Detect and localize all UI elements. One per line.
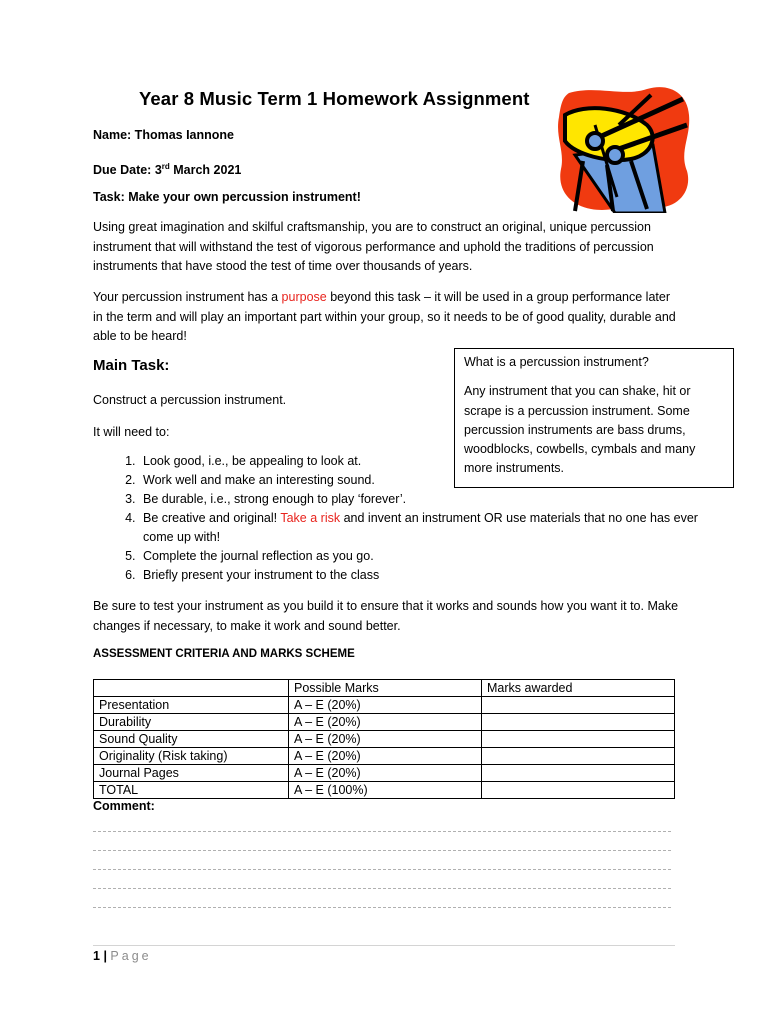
comment-line	[93, 831, 671, 832]
table-row: Presentation A – E (20%)	[94, 697, 675, 714]
table-header-cell	[94, 680, 289, 697]
list-item: 2. Work well and make an interesting sound.	[139, 471, 729, 490]
callout-answer: Any instrument that you can shake, hit or scrape is a percussion instrument. Some percussion instruments are bass drums, woodblocks, cowbells, cymbals and many more instruments.	[464, 384, 696, 476]
list-item: 5. Complete the journal reflection as you go.	[139, 547, 729, 566]
marks-awarded-cell	[482, 748, 675, 765]
marks-awarded-cell	[482, 782, 675, 799]
list-item: 1. Look good, i.e., be appealing to look at.	[139, 452, 729, 471]
table-row: TOTAL A – E (100%)	[94, 782, 675, 799]
drum-clipart-icon	[555, 85, 695, 213]
comment-line	[93, 850, 671, 851]
test-paragraph: Be sure to test your instrument as you build it to ensure that it works and sounds how you want it to. Make changes if necessary, to make it work and sound better.	[93, 599, 679, 633]
take-a-risk-highlight: Take a risk	[280, 511, 341, 525]
table-row: Durability A – E (20%)	[94, 714, 675, 731]
requirements-list	[93, 452, 729, 585]
need-line: It will need to:	[93, 425, 170, 439]
table-row: Originality (Risk taking) A – E (20%)	[94, 748, 675, 765]
list-item: 6. Briefly present your instrument to the class	[139, 566, 729, 585]
table-header-cell: Possible Marks	[289, 680, 482, 697]
footer-divider	[93, 945, 675, 946]
intro-paragraph: Using great imagination and skilful craftsmanship, you are to construct an original, unique percussion instrument that will withstand the test of vigorous performance and uphold the traditions of percussion instruments that have stood the test of time over thousands of years.	[93, 220, 654, 273]
table-header-cell: Marks awarded	[482, 680, 675, 697]
page-number: 1	[93, 949, 100, 963]
comment-line	[93, 907, 671, 908]
purpose-highlight: purpose	[281, 290, 327, 304]
comment-line	[93, 869, 671, 870]
main-task-heading: Main Task:	[93, 357, 170, 374]
marks-table	[93, 679, 675, 799]
task-line: Task: Make your own percussion instrument!	[93, 190, 361, 204]
marks-awarded-cell	[482, 765, 675, 782]
list-item: 4. Be creative and original! Take a risk and invent an instrument OR use materials that no one has ever come up with!	[139, 509, 729, 547]
list-item: 3. Be durable, i.e., strong enough to play ‘forever’.	[139, 490, 729, 509]
due-date: Due Date: 3rd March 2021	[93, 162, 242, 178]
student-name: Name: Thomas Iannone	[93, 128, 234, 142]
comment-line	[93, 888, 671, 889]
table-row: Sound Quality A – E (20%)	[94, 731, 675, 748]
table-header-row	[94, 680, 675, 697]
page-title: Year 8 Music Term 1 Homework Assignment	[139, 88, 530, 109]
marks-awarded-cell	[482, 714, 675, 731]
construct-line: Construct a percussion instrument.	[93, 393, 287, 407]
comment-label: Comment:	[93, 799, 155, 813]
marks-awarded-cell	[482, 731, 675, 748]
table-row: Journal Pages A – E (20%)	[94, 765, 675, 782]
marks-awarded-cell	[482, 697, 675, 714]
purpose-paragraph: Your percussion instrument has a purpose beyond this task – it will be used in a group performance later in the term and will play an important part within your group, so it needs to be of good quality, durable and able to be heard!	[93, 290, 676, 343]
page-footer: 1 | Page	[93, 949, 152, 963]
callout-question: What is a percussion instrument?	[464, 355, 649, 369]
assessment-heading: ASSESSMENT CRITERIA AND MARKS SCHEME	[93, 648, 355, 660]
